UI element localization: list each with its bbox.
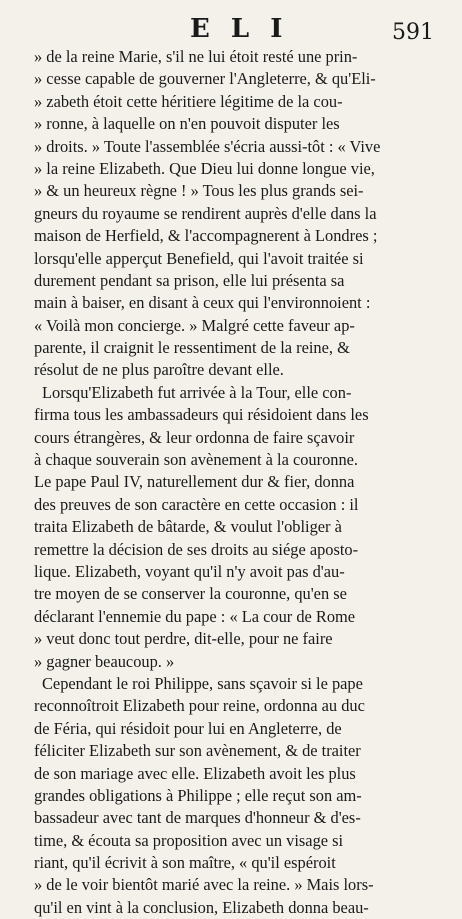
text-line: cours étrangères, & leur ordonna de faire sçavoir: [34, 427, 355, 447]
text-line: » de la reine Marie, s'il ne lui étoit resté une prin-: [34, 47, 358, 66]
text-line: gneurs du royaume se rendirent auprès d'elle dans la: [34, 203, 377, 223]
text-line: remettre la décision de ses droits au siége aposto-: [34, 539, 359, 559]
page-number: 591: [392, 20, 434, 45]
text-line: de Féria, qui résidoit pour lui en Angleterre, de: [34, 718, 342, 738]
text-line: » de le voir bientôt marié avec la reine. » Mais lors-: [34, 875, 374, 895]
text-line: » cesse capable de gouverner l'Angleterre, & qu'Eli-: [34, 69, 376, 89]
text-line: Le pape Paul IV, naturellement dur & fier, donna: [34, 472, 355, 492]
text-line: résolut de ne plus paroître devant elle.: [34, 360, 284, 380]
text-line: féliciter Elizabeth sur son avènement, & de traiter: [34, 741, 361, 761]
text-line: » ronne, à laquelle on n'en pouvoit disputer les: [34, 114, 340, 134]
text-line: déclarant l'ennemie du pape : « La cour de Rome: [34, 606, 356, 626]
text-line: Lorsqu'Elizabeth fut arrivée à la Tour, elle con-: [42, 382, 352, 402]
text-line: traita Elizabeth de bâtarde, & voulut l'obliger à: [34, 517, 342, 537]
text-line: bassadeur avec tant de marques d'honneur & d'es-: [34, 808, 361, 828]
text-line: » gagner beaucoup. »: [34, 651, 175, 671]
text-line: » & un heureux règne ! » Tous les plus grands sei-: [34, 181, 364, 201]
header-title: E L I: [190, 14, 289, 44]
text-line: » zabeth étoit cette héritiere légitime de la cou-: [34, 91, 343, 111]
text-line: des preuves de son caractère en cette occasion : il: [34, 494, 359, 514]
text-line: reconnoîtroit Elizabeth pour reine, ordonna au duc: [34, 696, 365, 716]
text-line: à chaque souverain son avènement à la couronne.: [34, 450, 359, 470]
text-line: grandes obligations à Philippe ; elle reçut son am-: [34, 785, 362, 805]
text-line: time, & écouta sa proposition avec un visage si: [34, 830, 344, 850]
text-line: lique. Elizabeth, voyant qu'il n'y avoit pas d'au-: [34, 561, 345, 581]
text-line: » droits. » Toute l'assemblée s'écria aussi-tôt : « Vive: [34, 136, 381, 156]
text-line: parente, il craignit le ressentiment de la reine, &: [34, 338, 350, 358]
text-line: qu'il en vint à la conclusion, Elizabeth donna beau-: [34, 897, 369, 917]
text-line: » la reine Elizabeth. Que Dieu lui donne longue vie,: [34, 158, 375, 178]
text-line: riant, qu'il écrivit à son maître, « qu'il espéroit: [34, 853, 336, 873]
running-header: [0, 14, 462, 48]
text-line: de son mariage avec elle. Elizabeth avoit les plus: [34, 763, 356, 783]
text-line: main à baiser, en disant à ceux qui l'environnoient :: [34, 293, 371, 313]
text-line: Cependant le roi Philippe, sans sçavoir si le pape: [42, 673, 363, 693]
text-line: firma tous les ambassadeurs qui résidoient dans les: [34, 405, 369, 425]
text-line: tre moyen de se conserver la couronne, qu'en se: [34, 584, 347, 604]
text-line: » veut donc tout perdre, dit-elle, pour ne faire: [34, 629, 333, 649]
text-body: [34, 46, 430, 919]
text-line: durement pendant sa prison, elle lui présenta sa: [34, 270, 345, 290]
text-line: « Voilà mon concierge. » Malgré cette faveur ap-: [34, 315, 355, 335]
text-line: lorsqu'elle apperçut Benefield, qui l'avoit traitée si: [34, 248, 364, 268]
text-line: maison de Herfield, & l'accompagnerent à Londres ;: [34, 226, 378, 246]
